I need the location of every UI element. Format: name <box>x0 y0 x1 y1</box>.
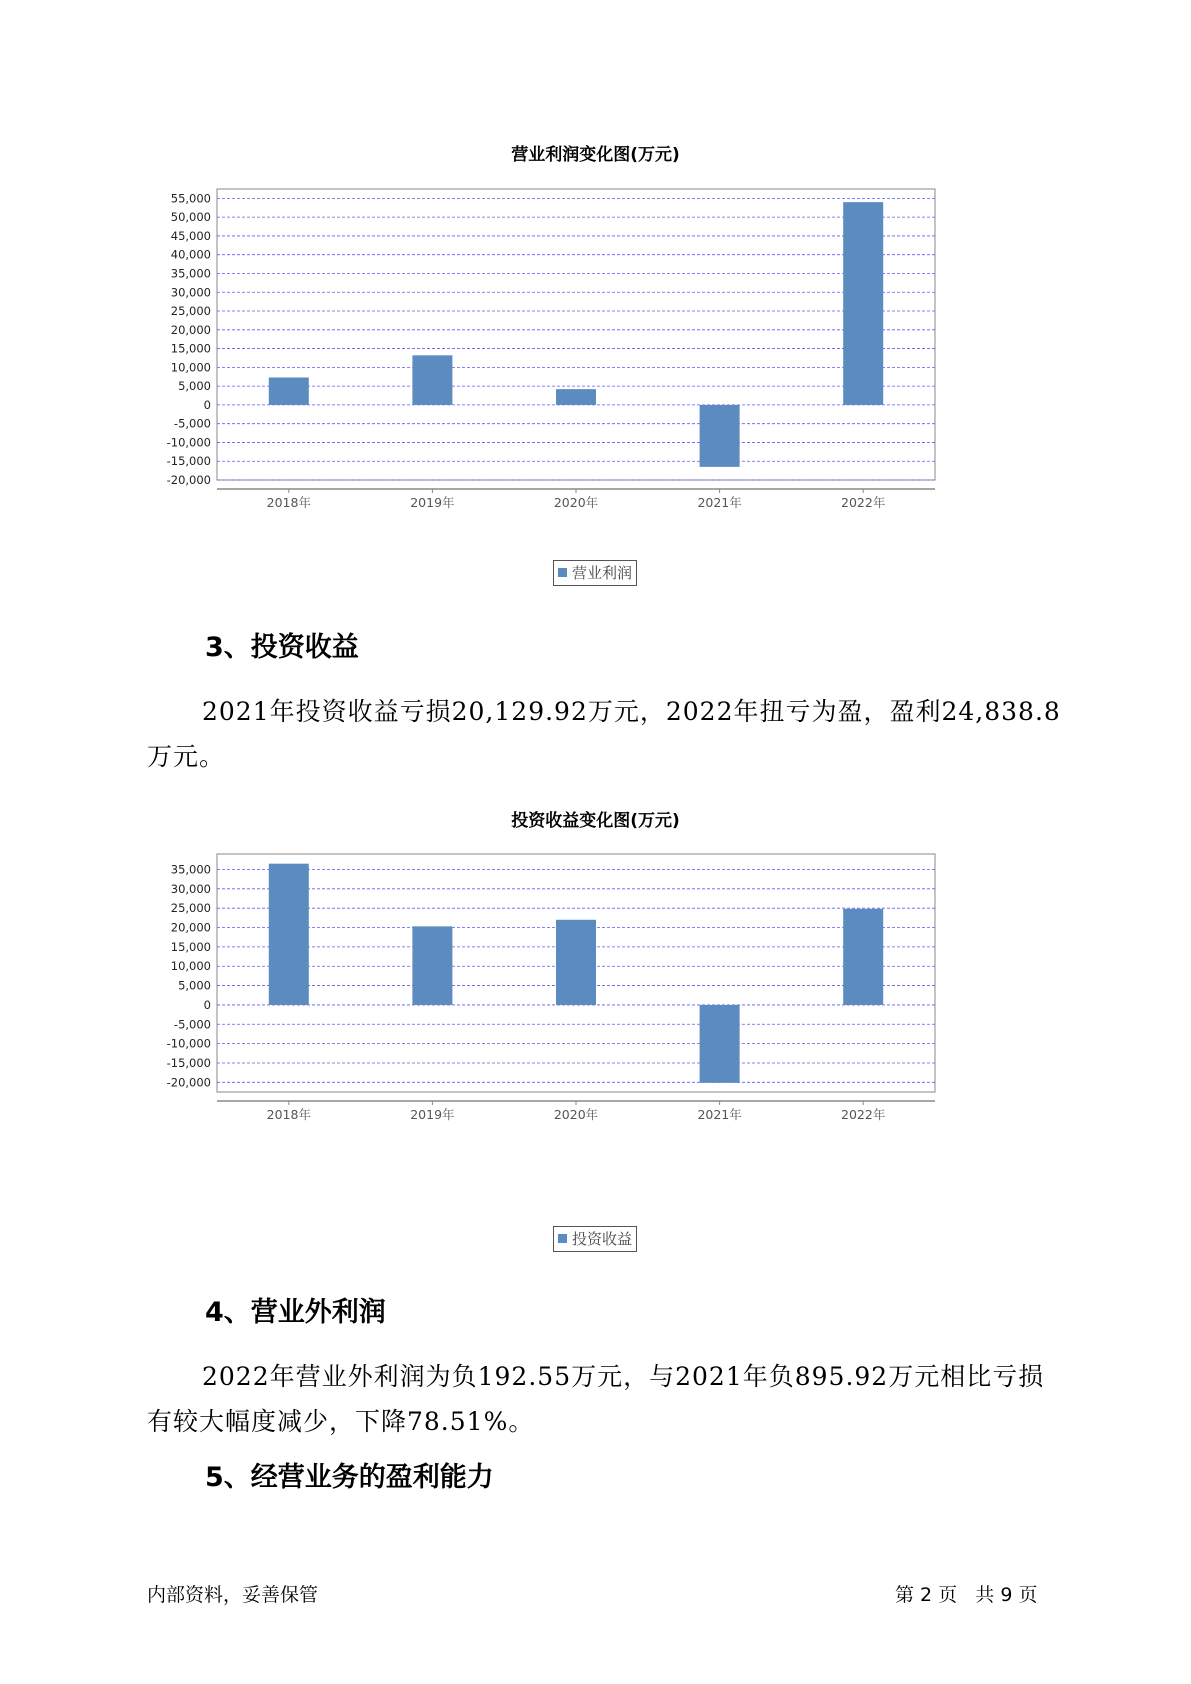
y-tick-label: 30,000 <box>170 285 211 300</box>
bar-2021年 <box>700 1005 740 1083</box>
y-tick-label: 10,000 <box>170 360 211 375</box>
section-3-heading: 3、投资收益 <box>205 632 359 663</box>
y-tick-label: -10,000 <box>166 1036 211 1051</box>
chart2-legend <box>553 1226 637 1252</box>
chart1-legend-label: 营业利润 <box>572 564 633 582</box>
y-tick-label: 30,000 <box>170 881 211 896</box>
y-tick-label: 45,000 <box>170 228 211 243</box>
y-tick-label: -15,000 <box>166 454 211 469</box>
y-tick-label: 20,000 <box>170 322 211 337</box>
section-5-heading: 5、经营业务的盈利能力 <box>205 1462 494 1493</box>
x-tick-label: 2020年 <box>553 1107 599 1122</box>
footer-page-number: 第 2 页 共 9 页 <box>895 1584 1038 1606</box>
chart1-legend <box>553 560 637 586</box>
y-tick-label: 25,000 <box>170 901 211 916</box>
bar-2019年 <box>412 355 452 405</box>
section-4-paragraph-line1: 2022年营业外利润为负192.55万元，与2021年负895.92万元相比亏损 <box>202 1362 1045 1391</box>
y-tick-label: 15,000 <box>170 341 211 356</box>
x-tick-label: 2019年 <box>410 1107 455 1122</box>
y-tick-label: 15,000 <box>170 939 211 954</box>
section-3-paragraph-line2: 万元。 <box>147 742 226 771</box>
y-tick-label: 25,000 <box>170 304 211 319</box>
chart2-legend-label: 投资收益 <box>572 1230 633 1248</box>
bar-2021年 <box>700 405 740 467</box>
y-tick-label: 0 <box>203 397 211 412</box>
x-tick-label: 2018年 <box>266 495 311 510</box>
y-tick-label: 5,000 <box>178 978 211 993</box>
y-tick-label: 5,000 <box>178 379 211 394</box>
y-tick-label: -15,000 <box>166 1055 211 1070</box>
y-tick-label: 20,000 <box>170 920 211 935</box>
y-tick-label: -20,000 <box>166 1075 211 1090</box>
y-tick-label: -20,000 <box>166 473 211 487</box>
y-tick-label: -5,000 <box>173 416 211 431</box>
bar-2022年 <box>843 909 883 1005</box>
legend-swatch-icon <box>558 568 567 577</box>
x-tick-label: 2018年 <box>266 1107 311 1122</box>
operating-profit-chart <box>160 180 1030 580</box>
y-tick-label: 10,000 <box>170 959 211 974</box>
section-4-heading: 4、营业外利润 <box>205 1297 386 1328</box>
x-tick-label: 2019年 <box>410 495 455 510</box>
x-tick-label: 2021年 <box>697 495 742 510</box>
x-tick-label: 2022年 <box>841 495 886 510</box>
legend-swatch-icon <box>558 1234 567 1243</box>
chart1-title: 营业利润变化图(万元) <box>511 145 680 165</box>
y-tick-label: 50,000 <box>170 210 211 225</box>
bar-2018年 <box>269 377 309 404</box>
investment-income-chart <box>160 845 1030 1230</box>
x-tick-label: 2022年 <box>841 1107 886 1122</box>
y-tick-label: -10,000 <box>166 435 211 450</box>
y-tick-label: 35,000 <box>170 862 211 877</box>
y-tick-label: 0 <box>203 997 211 1012</box>
y-tick-label: -5,000 <box>173 1017 211 1032</box>
y-tick-label: 35,000 <box>170 266 211 281</box>
bar-2018年 <box>269 864 309 1005</box>
footer-confidential-note: 内部资料，妥善保管 <box>147 1584 319 1606</box>
plot-area <box>217 189 935 480</box>
chart2-title: 投资收益变化图(万元) <box>511 811 680 831</box>
y-tick-label: 55,000 <box>170 191 211 206</box>
bar-2020年 <box>556 389 596 405</box>
bar-2019年 <box>412 926 452 1005</box>
y-tick-label: 40,000 <box>170 247 211 262</box>
bar-2020年 <box>556 920 596 1005</box>
section-3-paragraph-line1: 2021年投资收益亏损20,129.92万元，2022年扭亏为盈，盈利24,838.8 <box>202 697 1061 726</box>
section-4-paragraph-line2: 有较大幅度减少，下降78.51%。 <box>147 1407 535 1436</box>
x-tick-label: 2021年 <box>697 1107 742 1122</box>
bar-2022年 <box>843 202 883 405</box>
x-tick-label: 2020年 <box>553 495 599 510</box>
